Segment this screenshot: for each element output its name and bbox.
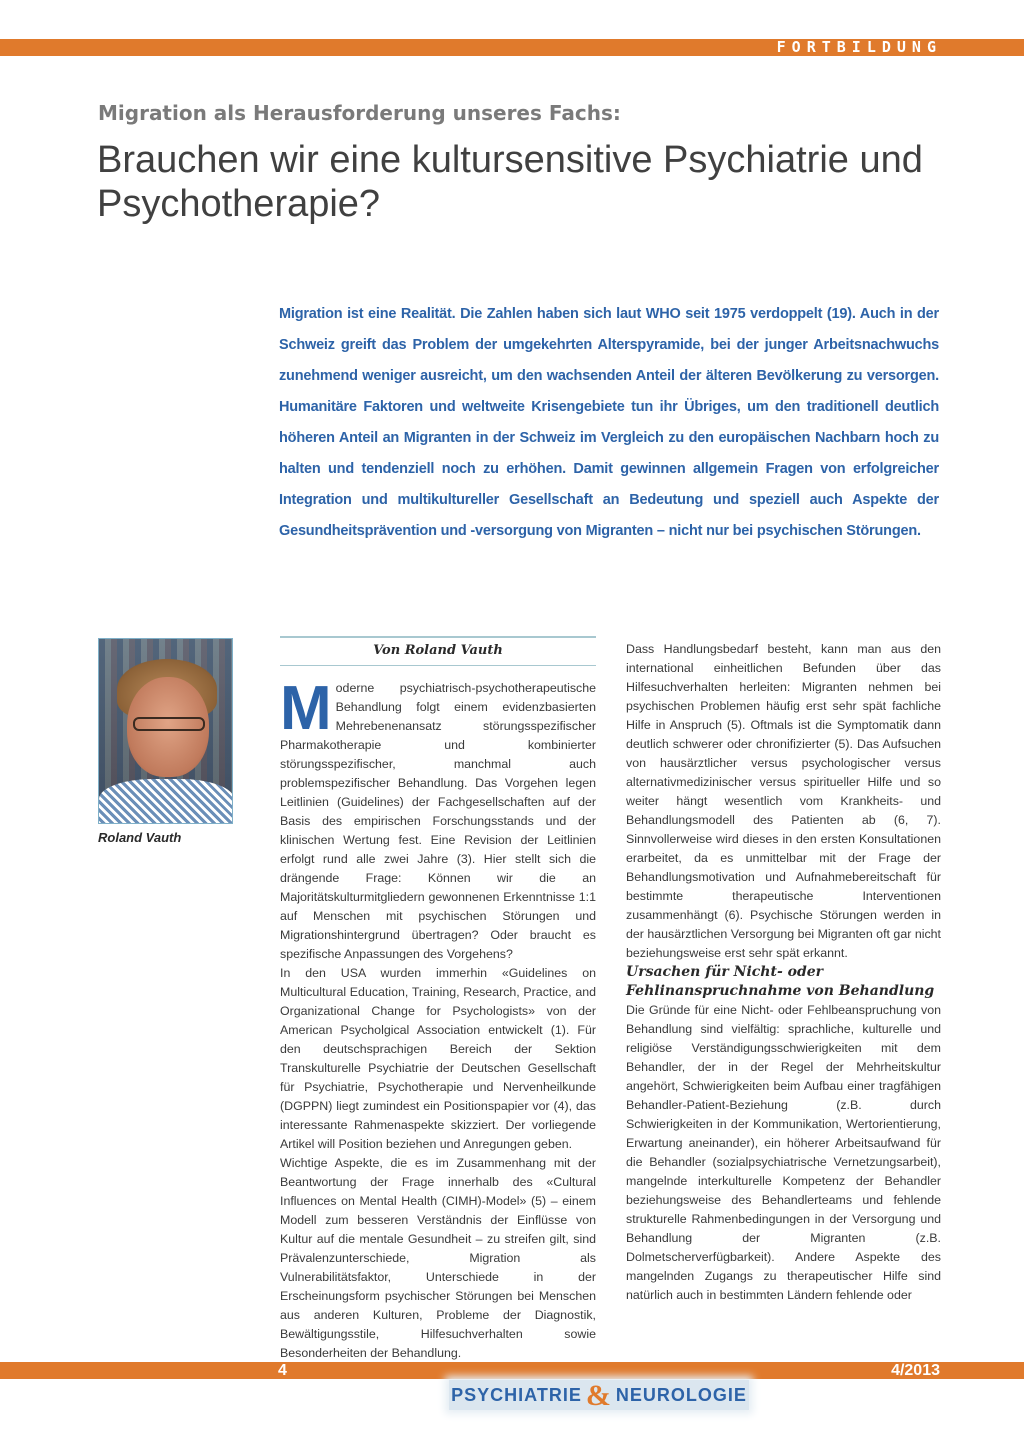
paragraph: Die Gründe für eine Nicht- oder Fehlbeanspruchung von Behandlung sind vielfältig: sprachliche, kulturelle und religiöse Verständigungsschwierigkeiten mit dem Behandler, der in der Regel der Mehrheitskultur angehört, Schwierigkeiten beim Aufbau einer tragfähigen Behandler-Patient-Beziehung (z.B. durch Schwierigkeiten in der Kommunikation, Wertorientierung, Erwartung aneinander), ein höherer Arbeitsaufwand für die Behandler (sozialpsychiatrische Vernetzungsarbeit), mangelnde interkulturelle Kompetenz der Behandler beziehungsweise des Behandlerteams und fehlende strukturelle Rahmenbedingungen in der Versorgung und Behandlung der Migranten (z.B. Dolmetscherverfügbarkeit). Andere Aspekte des mangelnden Zugangs zu therapeutischer Hilfe sind natürlich auch in bestimmten Ländern fehlende oder <box>626 1003 941 1302</box>
column-1 <box>280 674 596 1363</box>
paragraph: Dass Handlungsbedarf besteht, kann man aus den international einheitlichen Befunden über das Hilfesuchverhalten herleiten: Migranten nehmen bei psychischen Problemen häufig erst sehr spät fachliche Hilfe in Anspruch (5). Oftmals ist die Symptomatik dann deutlich schwerer oder chronifizierter (5). Das Aufsuchen von hausärztlicher versus psychologischer versus alternativmedizinischer versus spiritueller Hilfe und so weiter hängt wesentlich vom Krankheits- und Behandlungsmodell des Patienten ab (6, 7). Sinnvollerweise wird dieses in den ersten Konsultationen erarbeitet, da es unmittelbar mit der Frage der Behandlungsmotivation und Aufnahmebereitschaft für bestimmte therapeutische Interventionen zusammenhängt (6). Psychische Störungen werden in der hausärztlichen Versorgung bei Migranten oft gar nicht beziehungsweise erst sehr spät erkannt. <box>626 642 941 960</box>
drop-cap: M <box>280 674 332 743</box>
paragraph-text: oderne psychiatrisch-psychotherapeutische Behandlung folgt einem evidenzbasierten Mehrebenenansatz störungsspezifischer Pharmakotherapie und kombinierter störungsspezifischer, manchmal auch problemspezifischer Behandlung. Das Vorgehen legen Leitlinien (Guidelines) der Fachgesellschaften auf der Basis des empirischen Forschungsstands und der klinischen Wertung fest. Eine Revision der Leitlinien erfolgt rund alle zwei Jahre (3). Hier stellt sich die drängende Frage: Können wir die an Majoritätskulturmitgliedern gewonnenen Erkenntnisse 1:1 auf Menschen mit psychischen Störungen und Migrationshintergrund übertragen? Oder braucht es spezifische Anpassungen des Vorgehens? <box>280 681 596 961</box>
byline: Von Roland Vauth <box>373 643 503 658</box>
article-lead: Migration ist eine Realität. Die Zahlen haben sich laut WHO seit 1975 verdoppelt (19). Auch in der Schweiz greift das Problem der umgekehrten Alterspyramide, bei der junger Arbeitsnachwuchs zunehmend weniger ausreicht, um den wachsenden Anteil der älteren Bevölkerung zu versorgen. Humanitäre Faktoren und weltweite Krisengebiete tun ihr Übriges, um den traditionell deutlich höheren Anteil an Migranten in der Schweiz im Vergleich zu den europäischen Nachbarn hoch zu halten und tendenziell noch zu erhöhen. Damit gewinnen allgemein Fragen von erfolgreicher Integration und multikultureller Gesellschaft an Bedeutung und speziell auch Aspekte der Gesundheitsprävention und -versorgung von Migranten – nicht nur bei psychischen Störungen. <box>279 306 939 539</box>
article-title: Brauchen wir eine kultursensitive Psychiatrie und Psychotherapie? <box>97 139 923 225</box>
article-kicker: Migration als Herausforderung unseres Fachs: <box>98 101 621 125</box>
photo-caption: Roland Vauth <box>98 830 182 845</box>
paragraph: In den USA wurden immerhin «Guidelines on Multicultural Education, Training, Research, Practice, and Organizational Change for Psychologists» von der American Psycholgical Association entwickelt (1). Für den deutschsprachigen Bereich der Sektion Transkulturelle Psychiatrie der Deutschen Gesellschaft für Psychiatrie, Psychotherapie und Nervenheilkunde (DGPPN) liegt zumindest ein Positionspapier vor (4), das interessante Rahmenaspekte skizziert. Der vorliegende Artikel will Position beziehen und Anregungen geben. <box>280 966 596 1151</box>
page-number: 4 <box>278 1362 287 1379</box>
logo-word-right: NEUROLOGIE <box>615 1385 747 1405</box>
paragraph <box>280 674 596 964</box>
issue-number: 4/2013 <box>891 1362 940 1379</box>
section-label: FORTBILDUNG <box>776 38 942 56</box>
top-section-bar <box>0 39 1024 56</box>
logo-ampersand: & <box>585 1379 612 1412</box>
logo-word-left: PSYCHIATRIE <box>451 1385 582 1405</box>
footer-bar <box>0 1362 1024 1379</box>
journal-logo <box>449 1380 749 1410</box>
byline-box <box>280 636 596 666</box>
section-subheading: Ursachen für Nicht- oder Fehlinanspruchnahme von Behandlung <box>626 964 935 999</box>
paragraph: Wichtige Aspekte, die es im Zusammenhang mit der Beantwortung der Frage innerhalb des «Cultural Influences on Mental Health (CIMH)-Model» (5) – einem Modell zum besseren Verständnis der Einflüsse von Kultur auf die mentale Gesundheit – zu streifen gilt, sind Prävalenzunterschiede, Migration als Vulnerabilitätsfaktor, Unterschiede in der Erscheinungsform psychischer Störungen bei Menschen aus anderen Kulturen, Probleme der Diagnostik, Bewältigungsstile, Hilfesuchverhalten sowie Besonderheiten der Behandlung. <box>280 1156 596 1360</box>
author-photo <box>98 638 233 824</box>
column-2 <box>626 640 941 1305</box>
